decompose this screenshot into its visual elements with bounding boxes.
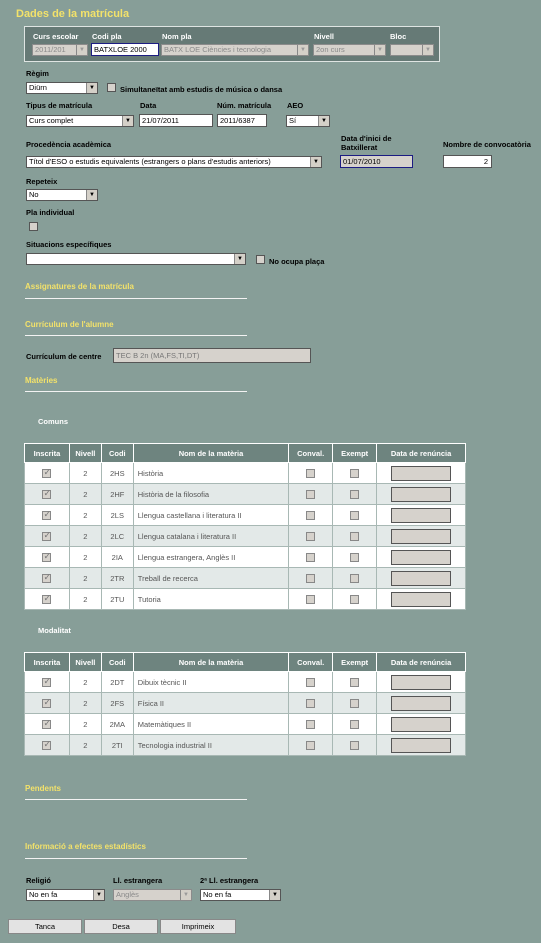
nivell-cell: 2 (69, 693, 101, 714)
desa-button[interactable]: Desa (84, 919, 158, 934)
data-renuncia-field[interactable] (391, 592, 451, 607)
data-renuncia-cell (377, 693, 466, 714)
col-data-renuncia: Data de renúncia (377, 444, 466, 463)
repeteix-label: Repeteix (26, 177, 58, 186)
chevron-down-icon: ▼ (86, 190, 97, 200)
inscrita-checkbox[interactable] (42, 741, 51, 750)
exempt-cell (333, 693, 377, 714)
chevron-down-icon: ▼ (422, 45, 433, 55)
data-renuncia-field[interactable] (391, 675, 451, 690)
convoc-label: Nombre de convocatòria (443, 140, 531, 149)
nivell-cell: 2 (69, 547, 101, 568)
exempt-cell (333, 589, 377, 610)
conval-cell (289, 484, 333, 505)
conval-cell (289, 505, 333, 526)
nivell-cell: 2 (69, 672, 101, 693)
nom-cell: Història de la filosofia (133, 484, 288, 505)
exempt-cell (333, 672, 377, 693)
data-label: Data (140, 101, 157, 110)
col-inscrita: Inscrita (25, 653, 70, 672)
nivell-label: Nivell (314, 32, 335, 41)
divider (25, 799, 247, 800)
col-nivell: Nivell (69, 653, 101, 672)
inscrita-cell (25, 484, 70, 505)
inscrita-cell (25, 463, 70, 484)
religio-select[interactable]: No en fa ▼ (26, 889, 105, 901)
data-renuncia-cell (377, 735, 466, 756)
col-inscrita: Inscrita (25, 444, 70, 463)
simult-checkbox[interactable] (107, 83, 116, 92)
table-row (25, 526, 466, 547)
conval-checkbox[interactable] (306, 678, 315, 687)
nivell-cell: 2 (69, 735, 101, 756)
chevron-down-icon: ▼ (310, 157, 321, 167)
curs-label: Curs escolar (33, 32, 79, 41)
data-inici-label-1: Data d'inici de (341, 134, 392, 143)
chevron-down-icon: ▼ (180, 890, 191, 900)
codi-cell: 2MA (101, 714, 133, 735)
conval-checkbox[interactable] (306, 469, 315, 478)
col-data-renuncia: Data de renúncia (377, 653, 466, 672)
exempt-checkbox[interactable] (350, 574, 359, 583)
chevron-down-icon: ▼ (122, 116, 133, 126)
col-conval: Conval. (289, 444, 333, 463)
col-codi: Codi (101, 444, 133, 463)
data-renuncia-cell (377, 547, 466, 568)
codi-cell: 2LS (101, 505, 133, 526)
situacions-select[interactable] (26, 253, 246, 265)
nivell-cell: 2 (69, 484, 101, 505)
codi-cell: 2HF (101, 484, 133, 505)
tipus-label: Tipus de matrícula (26, 101, 93, 110)
codi-cell: 2TI (101, 735, 133, 756)
conval-checkbox[interactable] (306, 741, 315, 750)
inscrita-cell (25, 547, 70, 568)
nom-cell: Tutoria (133, 589, 288, 610)
num-matricula-field[interactable]: 2011/6387 (217, 114, 267, 127)
inscrita-cell (25, 693, 70, 714)
col-nivell: Nivell (69, 444, 101, 463)
codi-cell: 2TR (101, 568, 133, 589)
exempt-cell (333, 505, 377, 526)
codi-cell: 2DT (101, 672, 133, 693)
nom-cell: Dibuix tècnic II (133, 672, 288, 693)
codi-cell: 2HS (101, 463, 133, 484)
codi-pla-field[interactable]: BATXLOE 2000 (91, 43, 159, 56)
exempt-cell (333, 484, 377, 505)
data-inici-field[interactable]: 01/07/2010 (340, 155, 413, 168)
col-exempt: Exempt (333, 444, 377, 463)
nivell-cell: 2 (69, 589, 101, 610)
conval-checkbox[interactable] (306, 553, 315, 562)
chevron-down-icon: ▼ (76, 45, 87, 55)
page-title: Dades de la matrícula (16, 8, 130, 20)
exempt-checkbox[interactable] (350, 469, 359, 478)
modalitat-label: Modalitat (38, 626, 71, 635)
inscrita-checkbox[interactable] (42, 720, 51, 729)
section-info: Informació a efectes estadístics (25, 842, 146, 851)
num-label: Núm. matrícula (217, 101, 272, 110)
imprimeix-button[interactable]: Imprimeix (160, 919, 236, 934)
inscrita-cell (25, 714, 70, 735)
exempt-checkbox[interactable] (350, 699, 359, 708)
divider (25, 391, 247, 392)
codi-cell: 2FS (101, 693, 133, 714)
exempt-checkbox[interactable] (350, 511, 359, 520)
divider (25, 335, 247, 336)
chevron-down-icon: ▼ (374, 45, 385, 55)
inscrita-cell (25, 735, 70, 756)
simult-label: Simultaneïtat amb estudis de música o dansa (120, 85, 283, 94)
nivell-cell: 2 (69, 568, 101, 589)
nom-label: Nom pla (162, 32, 192, 41)
exempt-checkbox[interactable] (350, 595, 359, 604)
conval-checkbox[interactable] (306, 720, 315, 729)
inscrita-cell (25, 568, 70, 589)
table-row (25, 547, 466, 568)
col-codi: Codi (101, 653, 133, 672)
curs-select[interactable]: 2011/201 ▼ (32, 44, 88, 56)
conval-cell (289, 693, 333, 714)
inscrita-cell (25, 526, 70, 547)
exempt-cell (333, 526, 377, 547)
nom-cell: Llengua estrangera, Anglès II (133, 547, 288, 568)
nivell-cell: 2 (69, 505, 101, 526)
chevron-down-icon: ▼ (86, 83, 97, 93)
regim-label: Règim (26, 69, 49, 78)
nom-cell: Llengua castellana i literatura II (133, 505, 288, 526)
chevron-down-icon: ▼ (318, 116, 329, 126)
data-renuncia-cell (377, 526, 466, 547)
nom-cell: Física II (133, 693, 288, 714)
curriculum-centre-field[interactable]: TEC B 2n (MA,FS,TI,DT) (113, 348, 311, 363)
codi-cell: 2TU (101, 589, 133, 610)
data-renuncia-field[interactable] (391, 508, 451, 523)
col-conval: Conval. (289, 653, 333, 672)
chevron-down-icon: ▼ (269, 890, 280, 900)
comuns-label: Comuns (38, 417, 68, 426)
data-renuncia-cell (377, 484, 466, 505)
data-renuncia-field[interactable] (391, 550, 451, 565)
data-renuncia-cell (377, 589, 466, 610)
inscrita-cell (25, 589, 70, 610)
inscrita-checkbox[interactable] (42, 490, 51, 499)
bloc-label: Bloc (390, 32, 407, 41)
section-materies: Matèries (25, 376, 58, 385)
nom-pla-select[interactable]: BATX LOE Ciències i tecnologia ▼ (161, 44, 309, 56)
exempt-cell (333, 547, 377, 568)
ll-estrangera-label: Ll. estrangera (113, 876, 163, 885)
table-row (25, 589, 466, 610)
inscrita-checkbox[interactable] (42, 574, 51, 583)
inscrita-cell (25, 505, 70, 526)
exempt-cell (333, 735, 377, 756)
pla-individual-label: Pla individual (26, 208, 75, 217)
convocatoria-field[interactable]: 2 (443, 155, 492, 168)
table-row (25, 693, 466, 714)
conval-checkbox[interactable] (306, 532, 315, 541)
divider (25, 858, 247, 859)
pla-individual-checkbox[interactable] (29, 222, 38, 231)
regim-select[interactable]: Diürn ▼ (26, 82, 98, 94)
conval-checkbox[interactable] (306, 574, 315, 583)
no-ocupa-checkbox[interactable] (256, 255, 265, 264)
codi-cell: 2LC (101, 526, 133, 547)
exempt-checkbox[interactable] (350, 553, 359, 562)
data-renuncia-field[interactable] (391, 466, 451, 481)
inscrita-cell (25, 672, 70, 693)
section-curriculum: Currículum de l'alumne (25, 320, 114, 329)
data-renuncia-field[interactable] (391, 529, 451, 544)
col-nom: Nom de la matèria (133, 653, 288, 672)
repeteix-select[interactable]: No ▼ (26, 189, 98, 201)
data-renuncia-cell (377, 672, 466, 693)
nom-cell: Matemàtiques II (133, 714, 288, 735)
aeo-label: AEO (287, 101, 304, 110)
inscrita-checkbox[interactable] (42, 699, 51, 708)
section-pendents: Pendents (25, 784, 62, 793)
aeo-select[interactable]: Sí ▼ (286, 115, 330, 127)
section-assignatures: Assignatures de la matrícula (25, 282, 134, 291)
conval-cell (289, 463, 333, 484)
exempt-cell (333, 568, 377, 589)
table-row (25, 484, 466, 505)
ll2-estrangera-label: 2ª Ll. estrangera (200, 876, 259, 885)
exempt-checkbox[interactable] (350, 741, 359, 750)
inscrita-checkbox[interactable] (42, 595, 51, 604)
inscrita-checkbox[interactable] (42, 553, 51, 562)
table-row (25, 672, 466, 693)
chevron-down-icon: ▼ (234, 254, 245, 264)
exempt-checkbox[interactable] (350, 532, 359, 541)
data-renuncia-field[interactable] (391, 487, 451, 502)
curriculum-centre-label: Currículum de centre (26, 352, 102, 361)
nom-cell: Tecnologia industrial II (133, 735, 288, 756)
nivell-select[interactable]: 2on curs ▼ (313, 44, 386, 56)
exempt-cell (333, 463, 377, 484)
conval-cell (289, 568, 333, 589)
table-row (25, 505, 466, 526)
inscrita-checkbox[interactable] (42, 678, 51, 687)
data-renuncia-field[interactable] (391, 717, 451, 732)
conval-checkbox[interactable] (306, 490, 315, 499)
chevron-down-icon: ▼ (93, 890, 104, 900)
conval-checkbox[interactable] (306, 699, 315, 708)
nivell-cell: 2 (69, 714, 101, 735)
codi-label: Codi pla (92, 32, 122, 41)
exempt-checkbox[interactable] (350, 678, 359, 687)
conval-cell (289, 672, 333, 693)
conval-cell (289, 526, 333, 547)
procedencia-select[interactable]: Títol d'ESO o estudis equivalents (estrangers o plans d'estudis anteriors) ▼ (26, 156, 322, 168)
data-field[interactable]: 21/07/2011 (139, 114, 213, 127)
conval-cell (289, 714, 333, 735)
data-renuncia-cell (377, 505, 466, 526)
table-row (25, 735, 466, 756)
bloc-select[interactable] (390, 44, 434, 56)
nivell-cell: 2 (69, 463, 101, 484)
inscrita-checkbox[interactable] (42, 511, 51, 520)
table-row (25, 463, 466, 484)
tanca-button[interactable]: Tanca (8, 919, 82, 934)
data-renuncia-field[interactable] (391, 738, 451, 753)
data-renuncia-cell (377, 568, 466, 589)
proc-label: Procedència acadèmica (26, 140, 112, 149)
nivell-cell: 2 (69, 526, 101, 547)
col-exempt: Exempt (333, 653, 377, 672)
tipus-select[interactable]: Curs complet ▼ (26, 115, 134, 127)
codi-cell: 2IA (101, 547, 133, 568)
divider (25, 298, 247, 299)
conval-checkbox[interactable] (306, 511, 315, 520)
religio-label: Religió (26, 876, 52, 885)
data-renuncia-cell (377, 714, 466, 735)
ll2-estrangera-select[interactable]: No en fa ▼ (200, 889, 281, 901)
ll-estrangera-select[interactable]: Anglès ▼ (113, 889, 192, 901)
data-renuncia-field[interactable] (391, 571, 451, 586)
comuns-table (24, 443, 466, 610)
nom-cell: Llengua catalana i literatura II (133, 526, 288, 547)
conval-cell (289, 547, 333, 568)
exempt-checkbox[interactable] (350, 720, 359, 729)
data-renuncia-field[interactable] (391, 696, 451, 711)
col-nom: Nom de la matèria (133, 444, 288, 463)
table-row (25, 568, 466, 589)
situacions-label: Situacions específiques (26, 240, 112, 249)
conval-checkbox[interactable] (306, 595, 315, 604)
conval-cell (289, 589, 333, 610)
inscrita-checkbox[interactable] (42, 532, 51, 541)
exempt-cell (333, 714, 377, 735)
inscrita-checkbox[interactable] (42, 469, 51, 478)
nom-cell: Treball de recerca (133, 568, 288, 589)
conval-cell (289, 735, 333, 756)
chevron-down-icon: ▼ (297, 45, 308, 55)
nom-cell: Història (133, 463, 288, 484)
exempt-checkbox[interactable] (350, 490, 359, 499)
no-ocupa-label: No ocupa plaça (269, 257, 325, 266)
data-inici-label-2: Batxillerat (341, 143, 378, 152)
modalitat-table (24, 652, 466, 756)
table-row (25, 714, 466, 735)
data-renuncia-cell (377, 463, 466, 484)
